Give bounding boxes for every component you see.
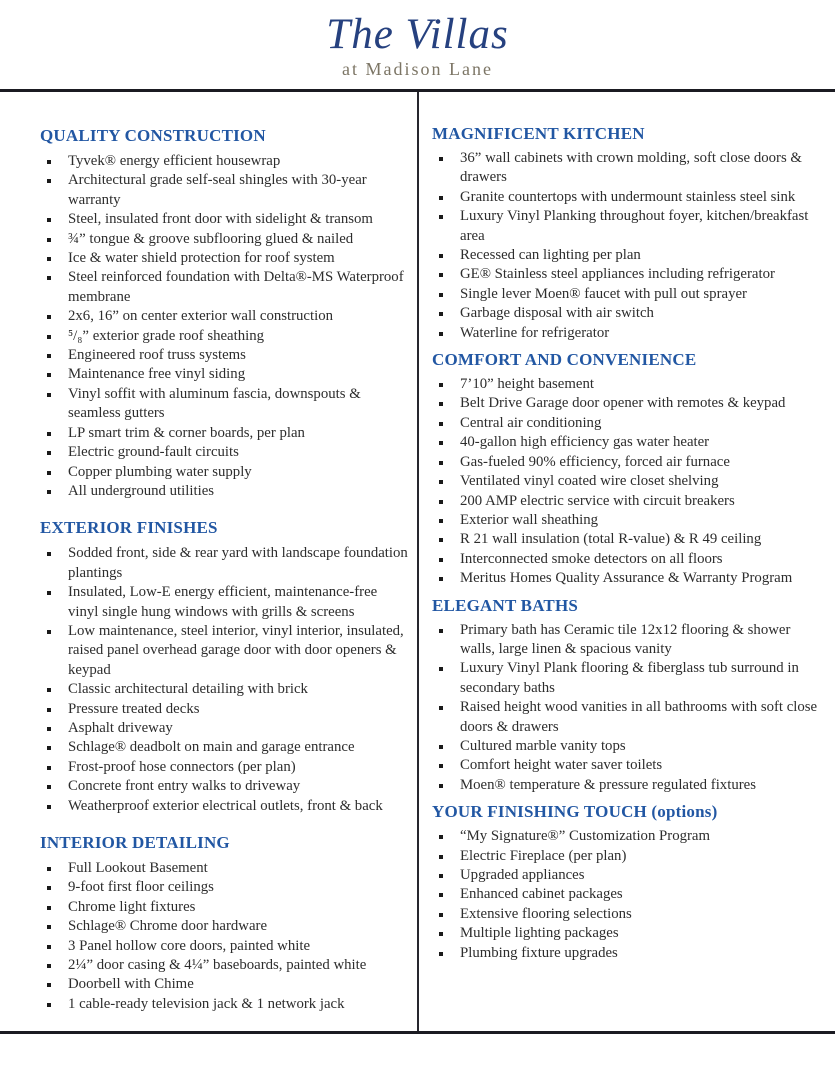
feature-item [40,898,409,917]
square-bullet-icon [439,441,443,445]
square-bullet-icon [47,218,51,222]
feature-item-text: Multiple lighting packages [460,925,619,942]
feature-item-text: Luxury Vinyl Planking throughout foyer, kitchen/breakfast area [460,208,809,244]
square-bullet-icon [47,354,51,358]
square-bullet-icon [439,422,443,426]
feature-item-text: Extensive flooring selections [460,905,632,922]
feature-item [40,622,409,680]
feature-item [432,698,823,737]
square-bullet-icon [439,913,443,917]
feature-item-text: Garbage disposal with air switch [460,305,654,322]
square-bullet-icon [439,629,443,633]
feature-item [40,680,409,699]
square-bullet-icon [439,745,443,749]
section-heading: EXTERIOR FINISHES [40,518,218,538]
community-subtitle: at Madison Lane [342,59,493,79]
square-bullet-icon [47,630,51,634]
feature-item [40,230,409,249]
square-bullet-icon [47,867,51,871]
feature-item [432,847,823,866]
feature-section [432,595,823,796]
feature-item [40,307,409,326]
feature-item [40,482,409,501]
feature-section [432,801,823,963]
feature-item [432,550,823,569]
feature-item [40,463,409,482]
feature-item [40,210,409,229]
feature-item-text: 1 cable-ready television jack & 1 network jack [68,995,345,1012]
feature-item [40,385,409,424]
feature-item [432,924,823,943]
square-bullet-icon [439,952,443,956]
feature-item [432,511,823,530]
feature-item [432,885,823,904]
square-bullet-icon [47,906,51,910]
square-bullet-icon [439,874,443,878]
square-bullet-icon [439,312,443,316]
square-bullet-icon [439,932,443,936]
square-bullet-icon [47,746,51,750]
feature-item-text: Architectural grade self-seal shingles with 30-year warranty [68,172,367,208]
square-bullet-icon [439,332,443,336]
feature-item-text: 200 AMP electric service with circuit breakers [460,492,735,509]
feature-item [40,777,409,796]
feature-item [40,937,409,956]
feature-item [432,659,823,698]
feature-item-text: Doorbell with Chime [68,976,194,993]
feature-item [432,433,823,452]
feature-item [40,424,409,443]
feature-item [432,453,823,472]
feature-item-text: ¾” tongue & groove subflooring glued & nailed [68,230,354,247]
feature-item-text: Waterline for refrigerator [460,324,610,341]
feature-item [40,975,409,994]
feature-item [432,905,823,924]
section-heading: YOUR FINISHING TOUCH (options) [432,802,718,822]
feature-item [40,365,409,384]
feature-item [40,859,409,878]
feature-item-text: Tyvek® energy efficient housewrap [68,153,281,169]
feature-item-text: Sodded front, side & rear yard with landscape foundation plantings [68,545,408,581]
square-bullet-icon [47,432,51,436]
feature-item-text: R 21 wall insulation (total R-value) & R 49 ceiling [460,531,762,548]
feature-item-text: Steel, insulated front door with sidelight & transom [68,211,373,228]
square-bullet-icon [439,558,443,562]
feature-item-text: Vinyl soffit with aluminum fascia, downspouts & seamless gutters [68,385,361,422]
feature-item-text: LP smart trim & corner boards, per plan [68,424,305,441]
square-bullet-icon [47,591,51,595]
feature-item [432,304,823,323]
feature-item [432,414,823,433]
square-bullet-icon [47,785,51,789]
feature-item-text: Recessed can lighting per plan [460,247,641,264]
square-bullet-icon [47,393,51,397]
feature-item-text: 40-gallon high efficiency gas water heater [460,434,710,451]
feature-item [432,944,823,963]
feature-list [432,375,823,588]
feature-item [432,737,823,756]
feature-item-text: Exterior wall sheathing [460,511,599,528]
left-column [0,92,417,1031]
feature-item-text: Electric ground-fault circuits [68,444,239,461]
feature-item [432,188,823,207]
feature-item-text: Weatherproof exterior electrical outlets, front & back [68,797,383,814]
feature-item-text: Insulated, Low-E energy efficient, maintenance-free vinyl single hung windows with grills & screens [68,584,378,620]
feature-list [432,827,823,963]
square-bullet-icon [47,805,51,809]
square-bullet-icon [47,983,51,987]
feature-item-text: 36” wall cabinets with crown molding, soft close doors & drawers [460,150,802,186]
section-heading: INTERIOR DETAILING [40,833,230,852]
feature-item-text: Primary bath has Ceramic tile 12x12 flooring & shower walls, large linen & spacious vanity [460,621,791,657]
feature-item-text: Pressure treated decks [68,700,200,717]
feature-item-text: ⁵/₈” exterior grade roof sheathing [68,327,265,344]
feature-item [40,327,409,346]
feature-item [40,152,409,171]
feature-item [432,149,823,188]
feature-item-text: Plumbing fixture upgrades [460,944,618,961]
square-bullet-icon [47,552,51,556]
square-bullet-icon [439,519,443,523]
square-bullet-icon [439,500,443,504]
feature-item-text: Granite countertops with undermount stainless steel sink [460,188,796,205]
feature-item [432,492,823,511]
feature-item-text: Electric Fireplace (per plan) [460,847,627,864]
feature-item [40,443,409,462]
feature-item [40,583,409,622]
square-bullet-icon [47,451,51,455]
feature-item-text: Frost-proof hose connectors (per plan) [68,758,296,775]
square-bullet-icon [47,315,51,319]
feature-item-text: Cultured marble vanity tops [460,737,626,754]
feature-item-text: Comfort height water saver toilets [460,757,663,774]
square-bullet-icon [439,273,443,277]
feature-item [40,544,409,583]
square-bullet-icon [439,480,443,484]
square-bullet-icon [47,964,51,968]
feature-item [40,878,409,897]
square-bullet-icon [439,461,443,465]
masthead [0,0,835,90]
feature-item-text: Single lever Moen® faucet with pull out sprayer [460,285,747,302]
feature-item [432,569,823,588]
feature-item-text: Asphalt driveway [68,719,173,736]
feature-item-text: Steel reinforced foundation with Delta®-MS Waterproof membrane [68,269,404,305]
feature-item [40,995,409,1014]
square-bullet-icon [439,855,443,859]
feature-section [40,125,409,501]
feature-item-text: 7’10” height basement [460,376,594,393]
square-bullet-icon [47,257,51,261]
square-bullet-icon [47,471,51,475]
feature-item [40,171,409,210]
square-bullet-icon [439,706,443,710]
feature-item-text: Moen® temperature & pressure regulated fixtures [460,776,756,793]
feature-item [432,756,823,775]
square-bullet-icon [47,886,51,890]
feature-item [40,917,409,936]
feature-section [40,832,409,1014]
square-bullet-icon [439,893,443,897]
section-heading: ELEGANT BATHS [432,595,579,615]
feature-item [40,268,409,307]
section-heading: QUALITY CONSTRUCTION [40,126,266,145]
feature-item-text: 9-foot first floor ceilings [68,879,214,896]
square-bullet-icon [439,764,443,768]
feature-item [432,375,823,394]
feature-item-text: Classic architectural detailing with brick [68,681,308,698]
feature-list [40,859,409,1014]
feature-item-text: Luxury Vinyl Plank flooring & fiberglass tub surround in secondary baths [460,660,799,696]
square-bullet-icon [47,766,51,770]
feature-item-text: Ice & water shield protection for roof system [68,250,335,267]
square-bullet-icon [439,577,443,581]
feature-item [40,956,409,975]
feature-item [432,207,823,246]
feature-item-text: 3 Panel hollow core doors, painted white [68,937,311,954]
square-bullet-icon [439,196,443,200]
square-bullet-icon [47,688,51,692]
feature-item [432,265,823,284]
feature-item-text: Meritus Homes Quality Assurance & Warranty Program [460,570,793,587]
feature-item-text: Chrome light fixtures [68,898,196,915]
square-bullet-icon [47,238,51,242]
feature-item-text: Central air conditioning [460,414,602,431]
feature-item-text: Copper plumbing water supply [68,463,252,480]
feature-columns [0,92,835,1031]
feature-item [40,346,409,365]
feature-item-text: Belt Drive Garage door opener with remotes & keypad [460,395,786,412]
feature-section [40,517,409,816]
feature-item-text: Schlage® deadbolt on main and garage entrance [68,739,355,756]
square-bullet-icon [439,835,443,839]
community-title: The Villas [326,11,509,58]
square-bullet-icon [47,490,51,494]
square-bullet-icon [439,157,443,161]
square-bullet-icon [47,373,51,377]
feature-item [432,776,823,795]
feature-item-text: Concrete front entry walks to driveway [68,778,301,795]
feature-item-text: Enhanced cabinet packages [460,886,623,903]
feature-item-text: Raised height wood vanities in all bathrooms with soft close doors & drawers [460,699,818,735]
feature-item [432,324,823,343]
feature-list [432,149,823,343]
square-bullet-icon [47,276,51,280]
feature-section [432,123,823,343]
square-bullet-icon [47,179,51,183]
feature-item [432,530,823,549]
feature-item-text: Engineered roof truss systems [68,347,246,364]
section-heading: MAGNIFICENT KITCHEN [432,124,645,143]
feature-item [40,249,409,268]
feature-item [432,394,823,413]
feature-item-text: Gas-fueled 90% efficiency, forced air furnace [460,453,730,470]
feature-item-text: Maintenance free vinyl siding [68,366,246,383]
feature-item-text: All underground utilities [68,482,215,499]
square-bullet-icon [439,254,443,258]
feature-item-text: Full Lookout Basement [68,860,208,876]
feature-item [432,472,823,491]
feature-list [40,544,409,816]
right-column [417,92,835,1031]
feature-item [432,866,823,885]
feature-item-text: Interconnected smoke detectors on all floors [460,550,723,567]
feature-item-text: 2x6, 16” on center exterior wall construction [68,308,334,325]
square-bullet-icon [47,727,51,731]
square-bullet-icon [47,335,51,339]
square-bullet-icon [439,538,443,542]
feature-section [432,349,823,588]
square-bullet-icon [47,708,51,712]
section-heading: COMFORT AND CONVENIENCE [432,350,697,370]
feature-item-text: Ventilated vinyl coated wire closet shelving [460,473,719,490]
feature-item [432,285,823,304]
feature-item-text: 2¼” door casing & 4¼” baseboards, painted white [68,957,367,974]
square-bullet-icon [439,667,443,671]
feature-item [432,621,823,660]
feature-item-text: Upgraded appliances [460,867,585,883]
feature-item-text: “My Signature®” Customization Program [460,828,711,845]
feature-item-text: Schlage® Chrome door hardware [68,918,268,935]
feature-item [40,719,409,738]
feature-item [40,738,409,757]
square-bullet-icon [47,925,51,929]
feature-list [432,621,823,796]
feature-item [40,700,409,719]
square-bullet-icon [439,293,443,297]
square-bullet-icon [439,383,443,387]
horizontal-rule-bottom [0,1031,835,1034]
feature-list [40,152,409,501]
square-bullet-icon [439,402,443,406]
feature-item [40,797,409,816]
feature-item-text: GE® Stainless steel appliances including refrigerator [460,266,775,283]
feature-item [432,827,823,846]
feature-item [432,246,823,265]
square-bullet-icon [47,945,51,949]
feature-item-text: Low maintenance, steel interior, vinyl interior, insulated, raised panel overhead garage door with door openers & keypad [68,622,404,678]
square-bullet-icon [47,160,51,164]
square-bullet-icon [439,784,443,788]
square-bullet-icon [439,215,443,219]
feature-item [40,758,409,777]
square-bullet-icon [47,1003,51,1007]
